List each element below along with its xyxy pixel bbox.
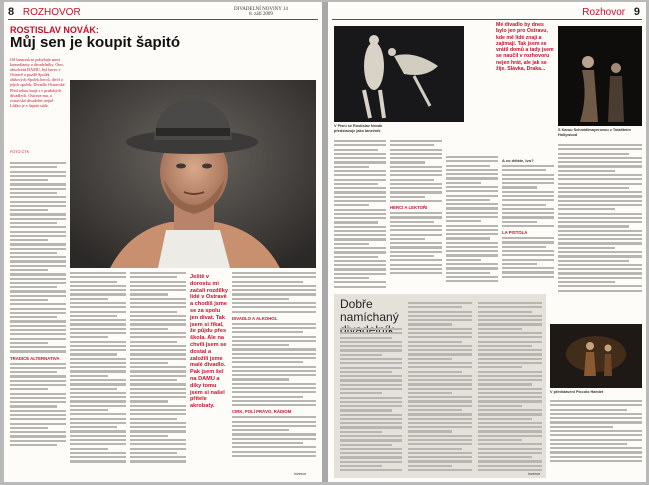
photo-caption-3: V představení Piccolo Hamlet bbox=[550, 390, 604, 394]
header-rule bbox=[332, 19, 642, 20]
photo-caption-1: V Pisni se Rostislav Novák představuje jako tanečník bbox=[334, 124, 383, 133]
stage-photo-dancers bbox=[334, 26, 464, 122]
footer-note: inzerce bbox=[528, 472, 541, 476]
qa-question: A co děláte, Ivo? bbox=[502, 158, 534, 163]
left-col-3 bbox=[130, 272, 186, 480]
portrait-image bbox=[70, 80, 316, 268]
box-col-2 bbox=[408, 302, 472, 474]
page-number: 8 bbox=[8, 6, 15, 18]
right-col-1 bbox=[334, 140, 386, 290]
dancers-image bbox=[334, 26, 464, 122]
dark-stage-image bbox=[558, 26, 642, 126]
photo-credit: FOTO ČTK bbox=[10, 150, 30, 154]
subhead: DIVADLO A ALKOHOL bbox=[232, 315, 278, 321]
right-col-3 bbox=[446, 156, 498, 290]
photo-caption-2: S Karou Schmidlmayerovou v Totalitním Hollywood bbox=[558, 128, 631, 137]
hamlet-image bbox=[550, 324, 642, 388]
right-col-4 bbox=[502, 156, 554, 290]
box-col-1 bbox=[340, 328, 402, 474]
headline: Můj sen je koupit šapitó bbox=[10, 34, 181, 51]
masthead: DIVADELNÍ NOVINY 14 8. září 2009 bbox=[234, 7, 288, 17]
stage-photo-hamlet bbox=[550, 324, 642, 388]
top-pull-quote: Mé divadlo by dnes bylo jen pro Ostravu, kde mě lidé znají a zajímají. Tak jsem se vrátil domů a tady jsem se naučil v rozhovoru nejen hrát, ale jak se žije. Slávka, Draka... bbox=[496, 22, 554, 73]
gutter bbox=[322, 2, 328, 482]
subhead: LA PISTOLA bbox=[502, 230, 528, 236]
right-col-6 bbox=[550, 400, 642, 472]
footer-note: inzerce bbox=[294, 472, 307, 476]
page-number: 9 bbox=[633, 6, 640, 18]
portrait-photo bbox=[70, 80, 316, 268]
section-label: ROZHOVOR bbox=[22, 7, 81, 18]
pull-quote: Ještě v dorostu mi začali rozdílky lidé v Ostravě a chodíš jsme se za spolu jen dívat. Tak jsem si říkal, že půjdu přes škola. Ale na chvíli jsem se dostal a založili jsme malé divadlo. Pak jsem šel na DAMU a díky tomu jsem si našel přítele akrobaty. bbox=[190, 274, 228, 410]
left-page-header bbox=[8, 6, 81, 18]
right-page-header bbox=[582, 6, 640, 18]
subhead: HERCI A LEKTOŘI bbox=[390, 205, 428, 211]
author-kicker: ROSTISLAV NOVÁK: bbox=[10, 25, 99, 35]
left-col-2 bbox=[70, 272, 126, 480]
subhead: TRADICE ALTERNATIVA bbox=[10, 355, 60, 361]
header-rule bbox=[8, 19, 318, 20]
section-label: Rozhovor bbox=[582, 7, 626, 18]
subhead: CIRK, POLÍ PRÁVO, RÁDIOM bbox=[232, 409, 292, 415]
right-col-5 bbox=[558, 144, 642, 294]
left-col-1 bbox=[10, 162, 66, 480]
bottom-box-title: Dobře namíchaný bbox=[340, 297, 399, 324]
left-col-4 bbox=[232, 272, 316, 480]
box-col-3 bbox=[478, 302, 542, 474]
right-col-2 bbox=[390, 140, 442, 290]
stage-photo-dark bbox=[558, 26, 642, 126]
perex: Od šansonů se pohybuje mezi komedianty a divadelníky. Otec, absolvent DAMU, byl herec v Ostravě a pozdě Spolek ohňových Spolek herců, dívčí a jejich spolek, Divadlo Ostravské. Před sebou hraje i v pražských divadlech. Ostrava mu, a ostravské divadelní stejně. Lůžko je v šapitó stále. bbox=[10, 57, 66, 108]
left-page bbox=[4, 2, 322, 482]
right-page bbox=[328, 2, 646, 482]
